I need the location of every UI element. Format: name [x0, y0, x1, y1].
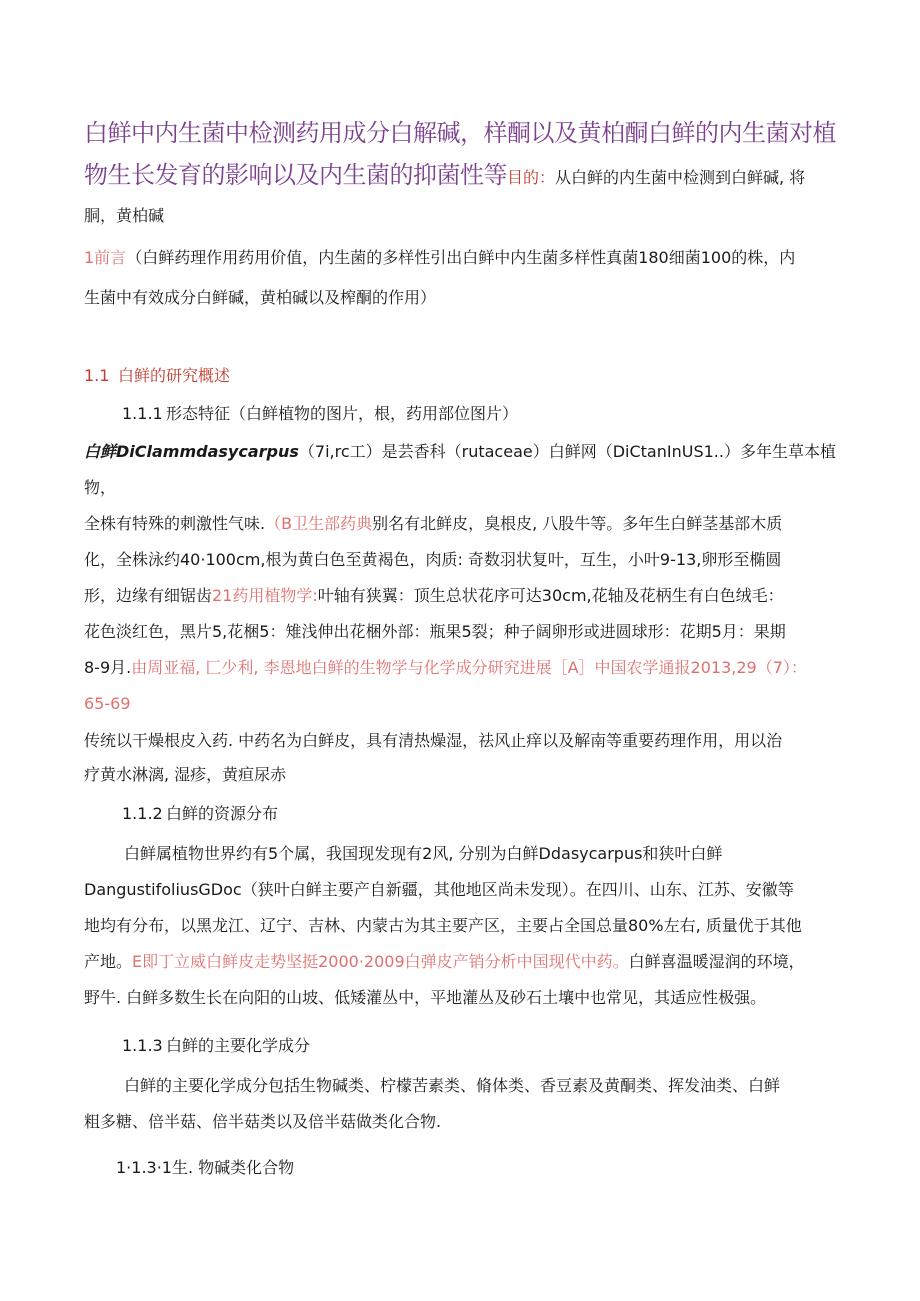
- reference-3: 由周亚福, 匚少利, 李恩地白鲜的生物学与化学成分研究进展［A］中国农学通报2013,29（7）：: [131, 658, 807, 677]
- intro-number: 1前言: [84, 248, 127, 267]
- section-1-1-2-heading: [122, 800, 278, 828]
- text-run: 全株有特殊的刺激性气味.: [84, 514, 266, 533]
- intro-paragraph: [84, 238, 840, 318]
- text-line: [84, 1068, 840, 1104]
- text-run: 白鲜的主要化学成分包括生物碱类、柠檬苦素类、脩体类、香豆素及黄酮类、挥发油类、白鲜: [124, 1076, 781, 1095]
- section-title: 白鲜的资源分布: [166, 804, 279, 823]
- section-title: 白鲜的研究概述: [118, 366, 231, 385]
- text-line: 花色淡红色，黑片5,花梱5：雉浅伸出花梱外部：瓶果5裂；种子阔卵形或进圆球形：花期5月：果期: [84, 622, 786, 641]
- text-run: 白鲜喜温暖湿润的环境，: [628, 952, 805, 971]
- text-run: 白鲜属植物世界约有5个属，我国现发现有2风, 分别为白鲜Ddasycarpus和狭叶白鲜: [124, 844, 723, 863]
- text-run: 形，边缘有细锯齿: [84, 586, 213, 605]
- reference-1: （B卫生部药典: [265, 514, 373, 533]
- title-main: 白鲜中内生菌中检测药用成分白解碱，样酮以及黄柏酮白鲜的内生菌对植物生长发育的影响以及内生菌的抑菌性等: [84, 119, 836, 189]
- text-line: [84, 506, 840, 542]
- text-line: 地均有分布，以黑龙江、辽宁、吉林、内蒙古为其主要产区，主要占全国总量80%左右, 质量优于其他: [84, 916, 802, 935]
- text-line: 疗黄水淋漓, 湿疹，黄疸尿赤: [84, 765, 287, 784]
- title-continuation: 胴，黄柏碱: [84, 206, 165, 225]
- latin-name: 白鲜DiClammdasycarpus: [84, 442, 299, 461]
- intro-line-2: 生菌中有效成分白鲜碱，黄柏碱以及榨酮的作用）: [84, 288, 437, 307]
- text-line: 粗多糖、倍半菇、倍半菇类以及倍半菇做类化合物.: [84, 1112, 442, 1131]
- text-line: DangustifoliusGDoc（狭叶白鲜主要产自新疆，其他地区尚未发现）。在四川、山东、江苏、安徽等: [84, 880, 794, 899]
- section-number: 1.1: [84, 366, 110, 385]
- section-number: 1.1.3: [122, 1036, 163, 1055]
- text-line: [84, 578, 840, 614]
- section-1-1-heading: [84, 362, 230, 390]
- section-number: 1.1.2: [122, 804, 163, 823]
- text-run: 叶轴有狭翼：顶生总状花序可达30cm,花轴及花柄生有白色绒毛：: [317, 586, 784, 605]
- distribution-paragraph: [84, 836, 840, 1016]
- section-1-1-3-1-heading: 1·1.3·1生. 物碱类化合物: [116, 1158, 295, 1177]
- intro-line-1: （白鲜药理作用药用价值，内生菌的多样性引出白鲜中内生菌多样性真菌180细菌100的株，内: [126, 248, 796, 267]
- reference-4: E即丁立威白鲜皮走势坚挺2000·2009白弹皮产销分析中国现代中药。: [132, 952, 629, 971]
- text-line: [84, 434, 840, 506]
- text-run: 别名有北鲜皮，臭根皮, 八股牛等。多年生白鲜茎基部木质: [372, 514, 783, 533]
- chemistry-paragraph: [84, 1068, 840, 1140]
- section-1-1-1-heading: [122, 400, 518, 428]
- morphology-paragraph: [84, 434, 840, 722]
- document-title: [84, 112, 844, 199]
- section-title: 形态特征（白鲜植物的图片，根，药用部位图片）: [166, 404, 519, 423]
- text-line: 化，全株泳约40·100cm,根为黄白色至黄褐色，肉质: 奇数羽状复叶，互生，小叶9-13,卵形至椭圆: [84, 550, 782, 569]
- text-line: [84, 944, 840, 980]
- reference-3-pages: 65-69: [84, 694, 131, 713]
- section-title: 白鲜的主要化学成分: [166, 1036, 311, 1055]
- purpose-text: 从白鲜的内生菌中检测到白鲜碱, 将: [555, 168, 806, 187]
- purpose-label: 目的：: [507, 168, 556, 187]
- text-run: 8-9月.: [84, 658, 132, 677]
- text-line: [84, 836, 840, 872]
- reference-2: 21药用植物学:: [212, 586, 318, 605]
- text-line: 野牛. 白鲜多数生长在向阳的山坡、低矮灌丛中，平地灌丛及砂石土壤中也常见，其适应性极强。: [84, 988, 767, 1007]
- text-line: 传统以干燥根皮入药. 中药名为白鲜皮，具有清热燥湿，祛风止痒以及解南等重要药理作用，用以治: [84, 731, 783, 750]
- section-number: 1.1.1: [122, 404, 163, 423]
- section-1-1-3-heading: [122, 1032, 310, 1060]
- text-run: （7i,rc工）是芸香科（rutaceae）白鲜网（DiCtanInUS1..）多年生草本植物，: [84, 442, 836, 497]
- text-run: 产地。: [84, 952, 133, 971]
- text-line: [84, 650, 840, 686]
- traditional-use-paragraph: [84, 724, 840, 792]
